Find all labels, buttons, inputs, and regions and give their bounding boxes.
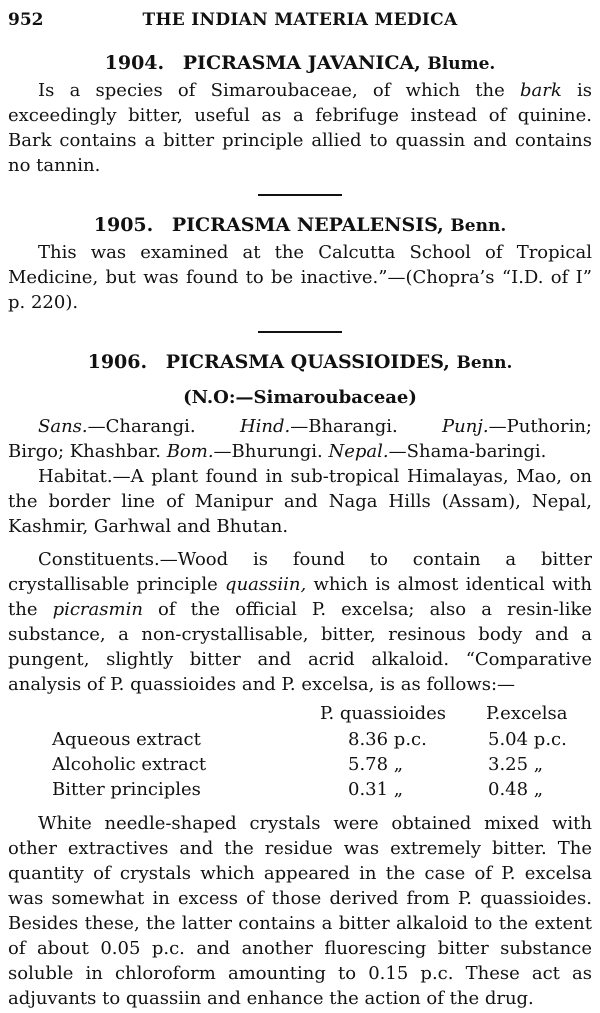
text-run: which is almost identical with the	[8, 574, 592, 620]
vernacular-name: —Bharangi.	[290, 416, 398, 437]
quassioides-value: 8.36 p.c.	[348, 729, 427, 750]
entry-1904-description	[8, 78, 592, 178]
row-label: Bitter principles	[52, 779, 201, 800]
column-header: P. quassioides	[320, 703, 446, 724]
excelsa-value: 5.04 p.c.	[488, 729, 567, 750]
vernacular-name: —Charangi.	[87, 416, 196, 437]
excelsa-value: 3.25 „	[488, 754, 544, 775]
page-number: 952	[8, 10, 44, 30]
closing-paragraph: White needle-shaped crystals were obtained mixed with other extractives and the residue was extremely bitter. The quantity of crystals which appeared in the case of P. excelsa was somewhat in excess of those derived from P. quassioides. Besides these, the latter contains a bitter alkaloid to the extent of about 0.05 p.c. and another fluorescing bitter substance soluble in chloroform amounting to 0.15 p.c. These act as adjuvants to quassiin and enhance the action of the drug.	[8, 813, 592, 1009]
entry-authority: Benn.	[456, 353, 513, 373]
italic-term: quassiin,	[225, 574, 307, 595]
vernacular-names	[8, 414, 592, 464]
quassioides-value: 5.78 „	[348, 754, 404, 775]
entry-title: PICRASMA QUASSIOIDES,	[165, 351, 450, 373]
natural-order: (N.O:—Simaroubaceae)	[183, 387, 417, 408]
table-row	[8, 754, 592, 780]
vernacular-name: —Shama-baringi.	[388, 441, 547, 462]
lang-label: Hind.	[239, 416, 291, 437]
table-row	[8, 729, 592, 755]
entry-number: 1904.	[104, 52, 165, 74]
entry-number: 1905.	[93, 214, 154, 236]
constituents-paragraph	[8, 547, 592, 697]
entry-1905-description: This was examined at the Calcutta School of Tropical Medicine, but was found to be inactive.”—(Chopra’s “I.D. of I” p. 220).	[8, 242, 592, 313]
italic-term: picrasmin	[52, 599, 143, 620]
row-label: Alcoholic extract	[52, 754, 207, 775]
row-label: Aqueous extract	[52, 729, 201, 750]
table-row	[8, 779, 592, 805]
text-run: of the official P. excelsa; also a resin-like substance, a non-crystallisable, bitter, resinous body and a pungent, slightly bitter and acrid alkaloid. “Comparative analysis of P. quassioides and P. excelsa, is as follows:—	[8, 599, 593, 695]
entry-title: PICRASMA JAVANICA,	[182, 52, 421, 74]
entry-authority: Benn.	[450, 216, 507, 236]
excelsa-value: 0.48 „	[488, 779, 544, 800]
lang-label: Bom.	[166, 441, 214, 462]
section-divider	[258, 331, 342, 333]
section-divider	[258, 194, 342, 196]
entry-authority: Blume.	[427, 54, 496, 74]
text-run: is exceedingly bitter, useful as a febrifuge instead of quinine. Bark contains a bitter principle allied to quassin and contains no tannin.	[8, 80, 592, 176]
quassioides-value: 0.31 „	[348, 779, 404, 800]
entry-title: PICRASMA NEPALENSIS,	[171, 214, 444, 236]
text-run: Constituents.—Wood is found to contain a bitter crystallisable principle	[8, 549, 592, 595]
lang-label: Sans.	[38, 416, 88, 437]
running-head	[8, 6, 592, 34]
vernacular-name: —Bhurungi.	[213, 441, 323, 462]
entry-1904-heading	[8, 52, 592, 74]
vernacular-name: —Puthorin; Birgo; Khashbar.	[8, 416, 592, 462]
habitat-paragraph: Habitat.—A plant found in sub-tropical Himalayas, Mao, on the border line of Manipur and Naga Hills (Assam), Nepal, Kashmir, Garhwal and Bhutan.	[8, 466, 592, 537]
lang-label: Punj.	[442, 416, 489, 437]
comparative-analysis-table	[8, 699, 592, 803]
entry-1906-heading	[8, 351, 592, 373]
text-run: Is a species of Simaroubaceae, of which the	[38, 80, 520, 101]
entry-1905-heading	[8, 214, 592, 236]
entry-number: 1906.	[87, 351, 148, 373]
running-title: THE INDIAN MATERIA MEDICA	[142, 10, 458, 30]
column-header: P.excelsa	[486, 703, 568, 724]
italic-term: bark	[520, 80, 562, 101]
lang-label: Nepal.	[328, 441, 389, 462]
